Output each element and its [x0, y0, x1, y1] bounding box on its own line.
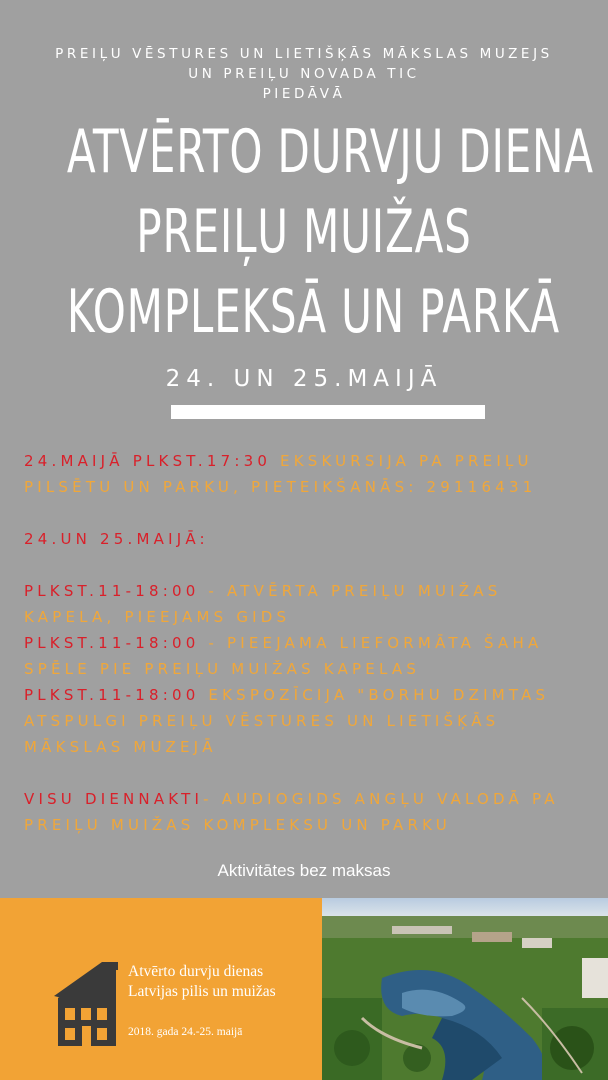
program-item-3-text: - PIEEJAMA LIEFORMĀTA ŠAHA — [208, 634, 543, 652]
organizer-line-2: UN PREIĻU NOVADA TIC — [188, 66, 420, 82]
program-item-4-text-3: MĀKSLAS MUZEJĀ — [24, 738, 217, 756]
footer-banner — [0, 898, 608, 1080]
footer-title-line-2: Latvijas pilis un muižas — [128, 983, 276, 1000]
program-item-2-text-2: KAPELA, PIEEJAMS GIDS — [24, 608, 291, 626]
footer-logo-panel — [0, 898, 322, 1080]
program-item-2-time: PLKST.11-18:00 — [24, 582, 200, 600]
free-of-charge-note: Aktivitātes bez maksas — [217, 861, 391, 880]
organizer-header — [0, 44, 608, 104]
program-item-5-text-2: PREIĻU MUIŽAS KOMPLEKSU UN PARKU — [24, 816, 451, 834]
footer-date: 2018. gada 24.-25. maijā — [128, 1026, 243, 1038]
program-list — [24, 448, 604, 838]
organizer-line-3: PIEDĀVĀ — [262, 86, 346, 102]
aerial-park-photo — [322, 898, 608, 1080]
program-item-4 — [24, 682, 604, 708]
program-item-3-time: PLKST.11-18:00 — [24, 634, 200, 652]
program-item-2-text: - ATVĒRTA PREIĻU MUIŽAS — [208, 582, 502, 600]
program-item-1-text: EKSKURSIJA PA PREIĻU — [280, 452, 533, 470]
program-item-4-time: PLKST.11-18:00 — [24, 686, 200, 704]
program-item-1-time: 24.MAIJĀ PLKST.17:30 — [24, 452, 272, 470]
program-item-5 — [24, 786, 604, 812]
event-date: 24. UN 25.MAIJĀ — [165, 366, 443, 392]
program-item-2 — [24, 578, 604, 604]
title-line-1: ATVĒRTO DURVJU DIENA — [66, 117, 594, 187]
program-item-4-text: EKSPOZĪCIJA "BORHU DZIMTAS — [208, 686, 550, 704]
footer-title-line-1: Atvērto durvju dienas — [128, 963, 264, 980]
aerial-park-image — [322, 898, 608, 1080]
divider-bar — [171, 405, 485, 419]
title-line-2: PREIĻU MUIŽAS — [136, 197, 472, 267]
program-item-1 — [24, 448, 604, 474]
program-item-3-text-2: SPĒLE PIE PREIĻU MUIŽAS KAPELAS — [24, 660, 421, 678]
program-section-heading: 24.UN 25.MAIJĀ: — [24, 530, 209, 548]
program-item-5-time: VISU DIENNAKTI — [24, 790, 204, 808]
program-item-3 — [24, 630, 604, 656]
program-item-1-text-2: PILSĒTU UN PARKU, PIETEIKŠANĀS: 29116431 — [24, 478, 537, 496]
program-item-5-text: - AUDIOGIDS ANGĻU VALODĀ PA — [203, 790, 559, 808]
title-line-3: KOMPLEKSĀ UN PARKĀ — [66, 277, 560, 347]
event-title — [0, 112, 608, 352]
manor-house-icon — [52, 956, 122, 1048]
footer-title — [128, 962, 276, 1002]
organizer-line-1: PREIĻU VĒSTURES UN LIETIŠĶĀS MĀKSLAS MUZEJS — [55, 46, 553, 62]
program-item-4-text-2: ATSPULGI PREIĻU VĒSTURES UN LIETIŠĶĀS — [24, 712, 500, 730]
